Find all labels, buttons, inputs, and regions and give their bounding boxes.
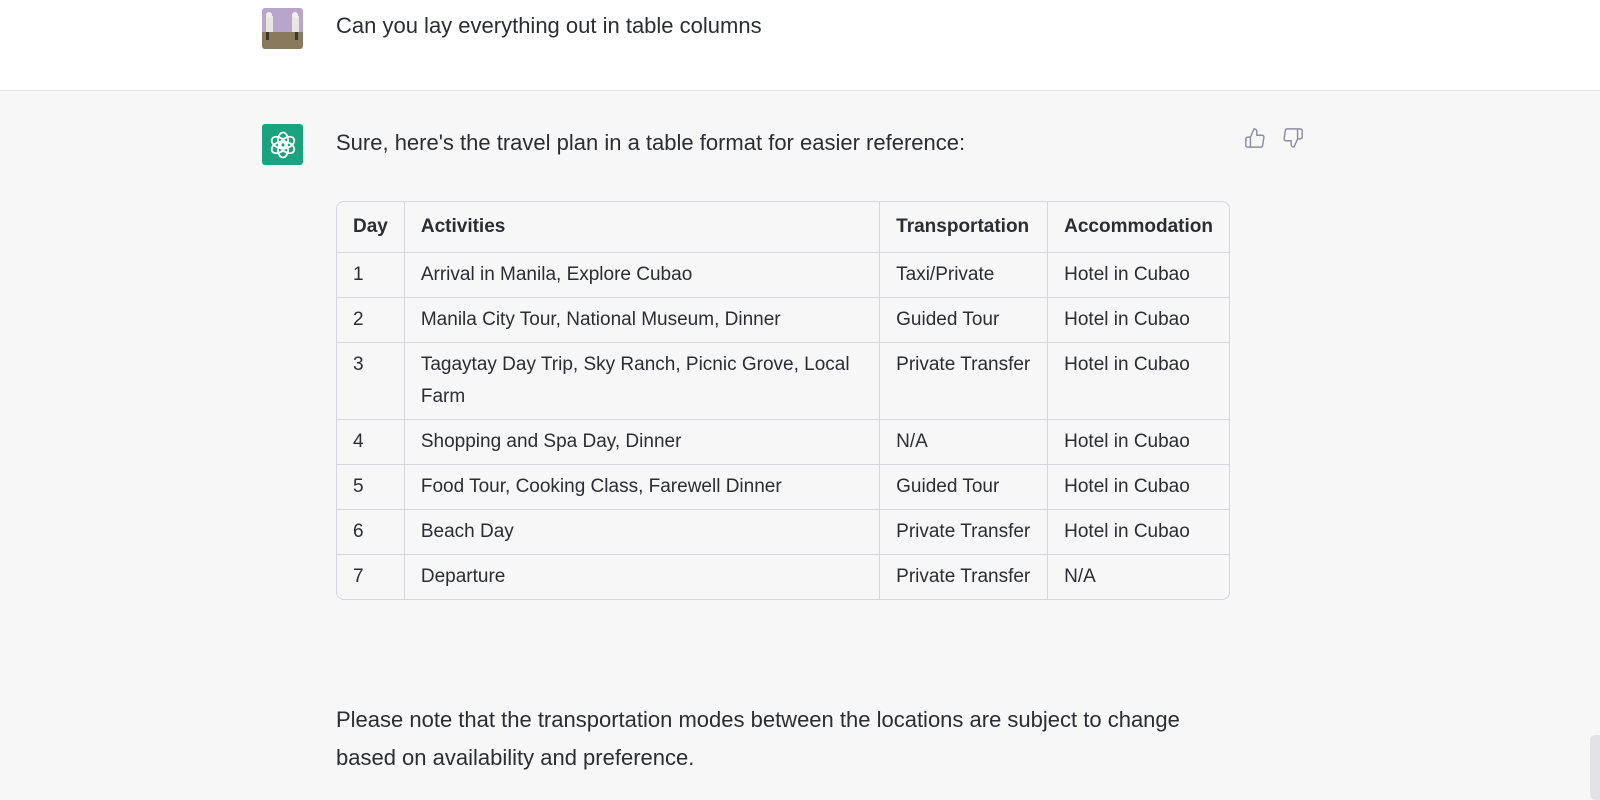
cell-transportation: Private Transfer [880,555,1048,600]
table-row [337,343,1229,420]
thumbs-up-icon [1244,127,1266,149]
user-avatar [262,8,303,49]
table-row [337,465,1229,510]
cell-accommodation: Hotel in Cubao [1048,343,1229,420]
assistant-intro-text: Sure, here's the travel plan in a table format for easier reference: [336,130,966,155]
assistant-avatar [262,124,303,165]
cell-activities: Beach Day [404,510,879,555]
cell-transportation: Guided Tour [880,298,1048,343]
cell-transportation: N/A [880,420,1048,465]
cell-day: 4 [337,420,404,465]
cell-day: 2 [337,298,404,343]
feedback-buttons [1244,127,1304,149]
header-accommodation: Accommodation [1048,202,1229,253]
table-row [337,298,1229,343]
cell-day: 5 [337,465,404,510]
cell-accommodation: Hotel in Cubao [1048,465,1229,510]
user-photo-avatar-icon [262,8,303,49]
cell-day: 7 [337,555,404,600]
table-row [337,555,1229,600]
thumbs-down-button[interactable] [1282,127,1304,149]
user-message-text: Can you lay everything out in table columns [336,13,762,38]
cell-transportation: Taxi/Private [880,253,1048,298]
table-header-row [337,202,1229,253]
header-activities: Activities [404,202,879,253]
thumbs-down-icon [1282,127,1304,149]
page-scrollbar[interactable] [1590,735,1600,800]
header-transportation: Transportation [880,202,1048,253]
openai-logo-icon [268,130,298,160]
assistant-message [0,91,1600,800]
cell-activities: Tagaytay Day Trip, Sky Ranch, Picnic Grove, Local Farm [404,343,879,420]
cell-activities: Manila City Tour, National Museum, Dinner [404,298,879,343]
cell-accommodation: Hotel in Cubao [1048,420,1229,465]
user-message [0,0,1600,91]
assistant-note-text: Please note that the transportation modes between the locations are subject to change based on availability and preference. [336,707,1180,770]
cell-activities: Arrival in Manila, Explore Cubao [404,253,879,298]
travel-plan-table-container [336,201,1230,600]
cell-day: 3 [337,343,404,420]
cell-transportation: Private Transfer [880,343,1048,420]
cell-accommodation: N/A [1064,566,1096,587]
cell-transportation: Private Transfer [880,510,1048,555]
cell-transportation: Guided Tour [880,465,1048,510]
table-row [337,510,1229,555]
cell-accommodation: Hotel in Cubao [1048,253,1229,298]
travel-plan-table [337,202,1229,599]
cell-activities: Departure [404,555,879,600]
table-row [337,253,1229,298]
header-day: Day [337,202,404,253]
table-row [337,420,1229,465]
cell-activities: Food Tour, Cooking Class, Farewell Dinner [404,465,879,510]
cell-day: 1 [337,253,404,298]
cell-accommodation: Hotel in Cubao [1048,510,1229,555]
cell-activities: Shopping and Spa Day, Dinner [404,420,879,465]
thumbs-up-button[interactable] [1244,127,1266,149]
cell-accommodation: Hotel in Cubao [1048,298,1229,343]
cell-day: 6 [337,510,404,555]
